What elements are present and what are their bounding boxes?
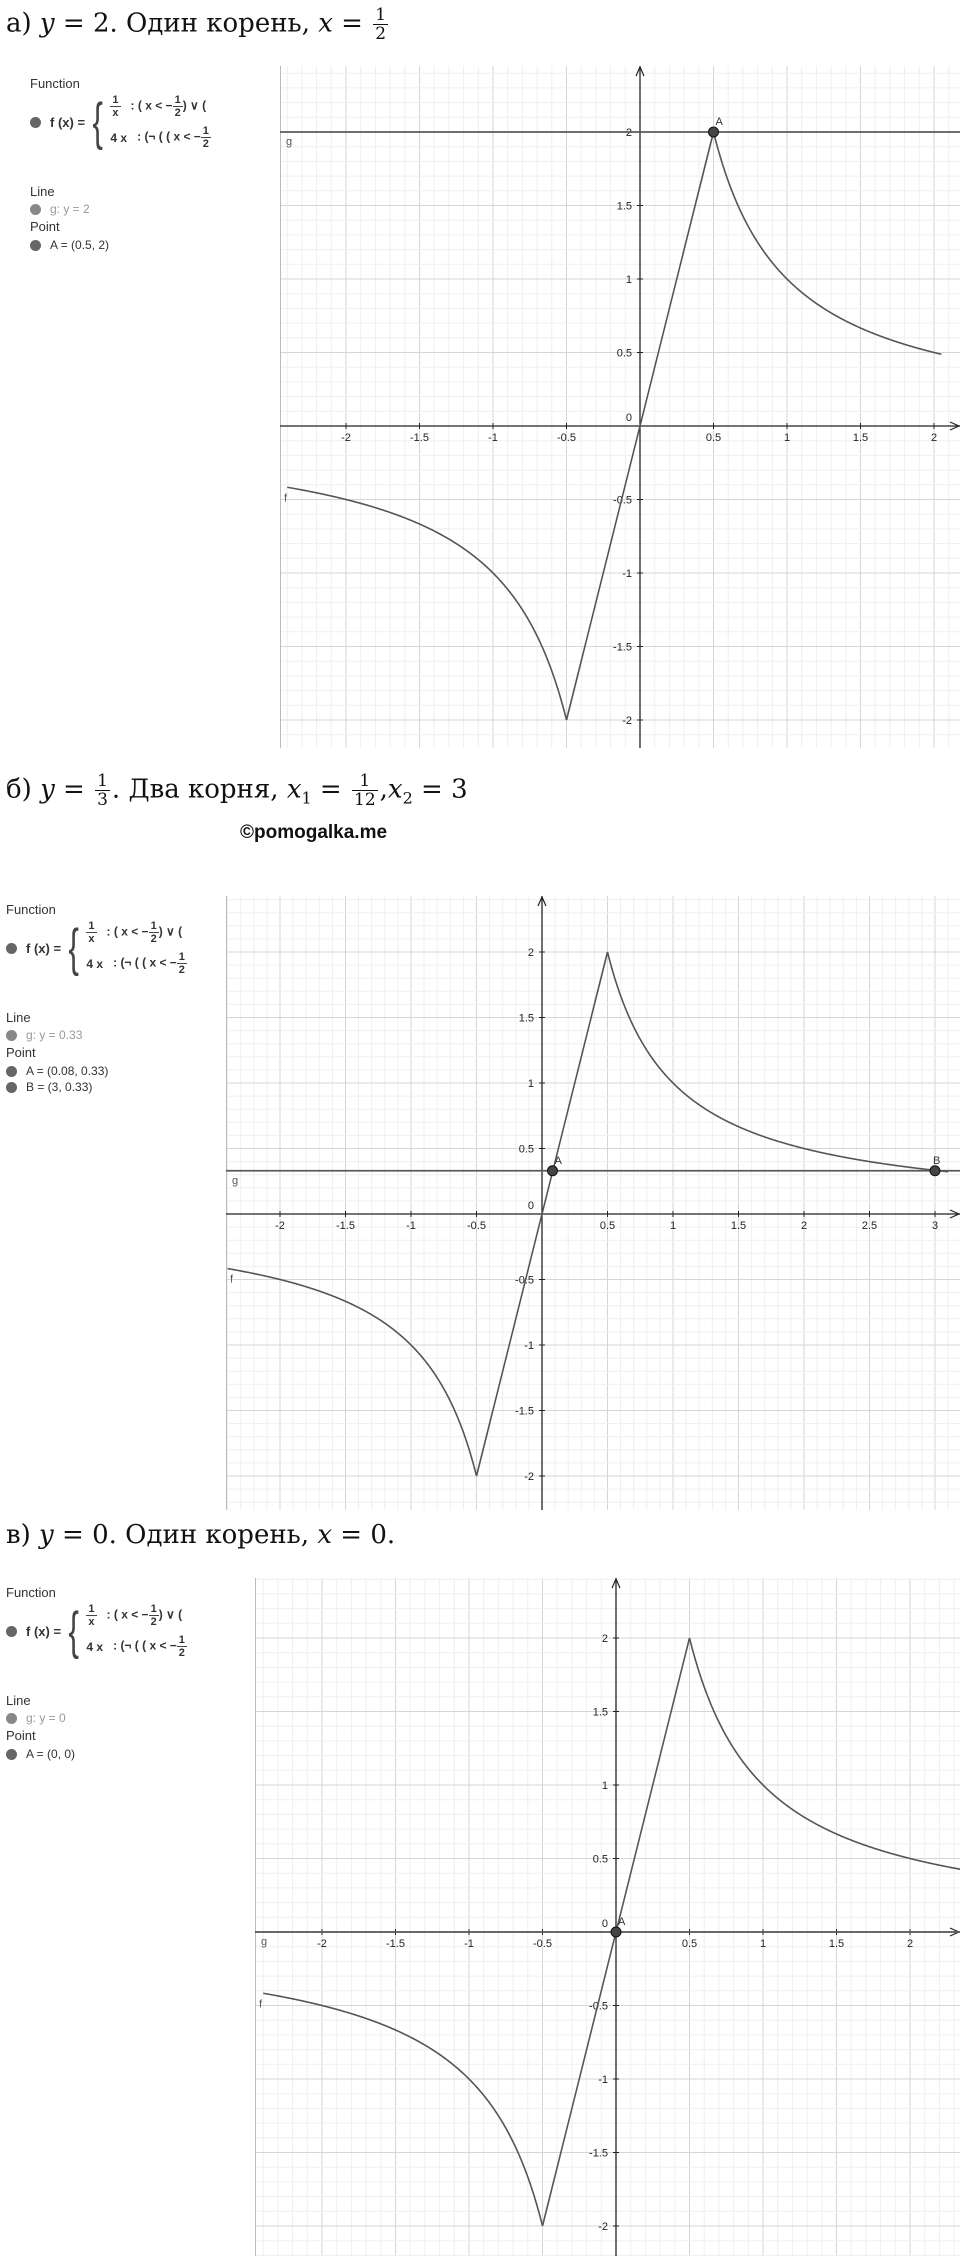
visibility-dot[interactable] <box>30 204 41 215</box>
function-name: f (x) = <box>26 1623 62 1639</box>
series-label-g: g <box>261 1936 268 1948</box>
x-tick-label: 2.5 <box>861 1220 878 1232</box>
eq-lhs: y <box>39 8 55 39</box>
line-item[interactable] <box>30 202 90 216</box>
heading-b: б) y = $\frac{1}{3}$ . Два корня, $x_1$ = $\frac{1}{12}$ $,x_2 = 3$ <box>6 771 468 810</box>
case-linear <box>86 951 187 976</box>
case-condition: : (¬ ( ( x < − $\frac{1}{2}$ <box>113 951 185 976</box>
point-category: Point <box>6 1045 36 1060</box>
y-tick-label: 0 <box>625 412 632 424</box>
x1-var: x <box>286 774 302 805</box>
y-tick-label: -0.5 <box>589 2000 608 2013</box>
x-tick-label: 0.5 <box>705 432 722 444</box>
x-tick-label: 1.5 <box>852 432 869 444</box>
y-tick-label: -2 <box>598 2221 608 2233</box>
case-condition: : (¬ ( ( x < − $\frac{1}{2}$ <box>113 1634 185 1659</box>
root-var: x <box>318 8 333 39</box>
root-value: 0. <box>370 1520 396 1550</box>
series-label-f: f <box>284 492 288 505</box>
function-cases <box>86 920 187 976</box>
x1-fraction: $\frac{1}{12}$ <box>354 771 376 810</box>
x-tick-label: -0.5 <box>467 1220 486 1232</box>
case-expr: 1 x <box>88 920 95 945</box>
y-tick-label: -0.5 <box>515 1274 534 1287</box>
x-tick-label: -2 <box>275 1220 285 1232</box>
line-category: Line <box>30 184 55 199</box>
point-definition: A = (0.5, 2) <box>50 238 110 252</box>
algebra-view <box>6 902 224 1112</box>
visibility-dot[interactable] <box>6 1030 17 1041</box>
visibility-dot[interactable] <box>6 1082 17 1093</box>
line-item[interactable] <box>6 1711 66 1725</box>
series-f-left-branch[interactable] <box>287 487 566 720</box>
point-definition: A = (0.08, 0.33) <box>26 1064 109 1078</box>
x-tick-label: -0.5 <box>557 432 576 444</box>
function-definition[interactable] <box>30 94 275 150</box>
point-A[interactable] <box>709 127 719 137</box>
graphics-view[interactable] <box>255 1578 960 2256</box>
points-list <box>6 1063 108 1095</box>
x-tick-label: -1.5 <box>336 1220 355 1232</box>
points-list <box>6 1746 75 1762</box>
brace-icon: { <box>68 920 79 976</box>
function-cases <box>86 1603 187 1659</box>
point-category: Point <box>30 219 60 234</box>
y-tick-label: -0.5 <box>613 494 632 507</box>
eq-rhs: 2 <box>92 8 110 39</box>
x-tick-label: 2 <box>906 1938 914 1950</box>
x-tick-label: 1.5 <box>730 1220 747 1232</box>
series-label-f: f <box>230 1273 234 1286</box>
eq-lhs: y <box>40 774 55 805</box>
case-linear <box>110 125 211 150</box>
eq-fraction: $\frac{1}{3}$ <box>97 771 108 810</box>
x-tick-label: -2 <box>317 1938 327 1950</box>
case-condition: : ( x < − $\frac{1}{2}$ ) ∨ ( <box>130 94 207 119</box>
x-tick-label: -2 <box>341 432 351 444</box>
case-condition: : ( x < − $\frac{1}{2}$ ) ∨ ( <box>106 920 183 945</box>
point-definition: B = (3, 0.33) <box>26 1080 93 1094</box>
function-name: f (x) = <box>26 940 62 956</box>
point-label: A <box>618 1916 626 1928</box>
visibility-dot[interactable] <box>6 1713 17 1724</box>
point-item[interactable] <box>6 1746 75 1762</box>
y-tick-label: -1.5 <box>589 2147 608 2160</box>
function-category: Function <box>6 902 56 917</box>
y-tick-label: 1.5 <box>592 1706 608 1719</box>
point-A[interactable] <box>547 1166 557 1176</box>
series-f-right-branch[interactable] <box>714 132 942 354</box>
heading-prefix: в) <box>6 1520 40 1550</box>
y-tick-label: -1 <box>524 1340 534 1352</box>
series-label-f: f <box>259 1998 263 2011</box>
x2-sub: 2 <box>402 788 413 808</box>
case-expr: 1 x <box>112 94 119 119</box>
series-label-g: g <box>232 1174 239 1187</box>
x-tick-label: -0.5 <box>533 1938 552 1950</box>
line-item[interactable] <box>6 1028 82 1042</box>
y-tick-label: 1.5 <box>518 1012 534 1025</box>
function-category: Function <box>30 76 80 91</box>
brace-icon: { <box>68 1603 79 1659</box>
x-tick-label: 1.5 <box>828 1938 845 1950</box>
algebra-view <box>6 1585 256 1795</box>
case-condition: : ( x < − $\frac{1}{2}$ ) ∨ ( <box>106 1603 183 1628</box>
point-item[interactable] <box>6 1063 108 1079</box>
x-tick-label: -1 <box>488 432 498 444</box>
heading-prefix: б) <box>6 774 41 805</box>
case-condition: : (¬ ( ( x < − $\frac{1}{2}$ <box>137 125 209 150</box>
root-fraction: $\frac{1}{2}$ <box>375 5 387 44</box>
y-tick-label: 0.5 <box>518 1143 534 1156</box>
x-tick-label: 2 <box>800 1220 808 1232</box>
y-tick-label: 1 <box>601 1780 608 1792</box>
y-tick-label: -2 <box>524 1471 534 1483</box>
case-reciprocal <box>86 920 187 945</box>
y-tick-label: -1 <box>598 2074 608 2086</box>
series-f-right-branch[interactable] <box>690 1638 960 1869</box>
y-tick-label: 0.5 <box>616 347 632 360</box>
y-tick-label: -2 <box>622 715 632 727</box>
point-label: A <box>554 1154 562 1167</box>
x-tick-label: 3 <box>931 1220 939 1232</box>
x1-sub: 1 <box>301 788 312 808</box>
points-list <box>30 237 109 253</box>
line-category: Line <box>6 1010 31 1025</box>
case-expr: 4 x <box>86 1639 104 1654</box>
graphics-view[interactable] <box>226 896 960 1510</box>
graphics-view[interactable] <box>280 66 960 748</box>
function-definition[interactable] <box>6 920 224 976</box>
function-cases <box>110 94 211 150</box>
case-expr: 1 x <box>88 1603 95 1628</box>
x-tick-label: 1 <box>669 1220 677 1232</box>
visibility-dot[interactable] <box>30 117 41 128</box>
watermark: ©pomogalka.me <box>240 822 388 843</box>
series-label-g: g <box>286 136 293 148</box>
series-f-left-branch[interactable] <box>263 1993 542 2226</box>
heading-prefix: а) <box>6 8 40 39</box>
x-tick-label: -1.5 <box>410 432 429 444</box>
function-category: Function <box>6 1585 56 1600</box>
root-var: x <box>317 1520 333 1550</box>
grid <box>226 896 960 1510</box>
function-name: f (x) = <box>50 114 86 130</box>
point-B[interactable] <box>930 1166 940 1176</box>
case-reciprocal <box>86 1603 187 1628</box>
point-label: B <box>933 1154 941 1167</box>
y-tick-label: 0 <box>601 1918 608 1930</box>
y-tick-label: 1 <box>625 274 632 286</box>
case-expr: 4 x <box>86 956 104 971</box>
x2-value: 3 <box>451 774 468 805</box>
line-category: Line <box>6 1693 31 1708</box>
visibility-dot[interactable] <box>6 943 17 954</box>
y-tick-label: -1 <box>622 568 632 580</box>
heading-text: . Один корень, <box>108 1520 318 1550</box>
case-linear <box>86 1634 187 1659</box>
visibility-dot[interactable] <box>30 240 41 251</box>
x-tick-label: -1 <box>464 1938 474 1950</box>
x-tick-label: 0.5 <box>681 1938 698 1950</box>
case-reciprocal <box>110 94 211 119</box>
y-tick-label: 2 <box>625 127 632 139</box>
y-tick-label: 2 <box>527 947 534 959</box>
function-definition[interactable] <box>6 1603 256 1659</box>
point-label: A <box>715 116 723 128</box>
visibility-dot[interactable] <box>6 1066 17 1077</box>
visibility-dot[interactable] <box>6 1749 17 1760</box>
algebra-view <box>30 76 275 286</box>
case-expr: 4 x <box>110 130 128 145</box>
eq-rhs: 0 <box>92 1520 109 1550</box>
brace-icon: { <box>92 94 103 150</box>
eq-lhs: y <box>39 1520 54 1550</box>
separator: , <box>379 774 388 805</box>
series-f-left-branch[interactable] <box>228 1269 477 1476</box>
y-tick-label: -1.5 <box>613 641 632 654</box>
point-category: Point <box>6 1728 36 1743</box>
line-definition: g: y = 2 <box>50 202 90 216</box>
y-tick-label: -1.5 <box>515 1405 534 1418</box>
point-item[interactable] <box>30 237 109 253</box>
heading-a: а) y = 2. Один корень, x = $\frac{1}{2}$ <box>6 5 387 44</box>
y-tick-label: 0 <box>527 1200 534 1212</box>
heading-text: . Один корень, <box>109 8 319 39</box>
visibility-dot[interactable] <box>6 1626 17 1637</box>
heading-text: . Два корня, <box>111 774 287 805</box>
x-tick-label: 1 <box>783 432 791 444</box>
x-tick-label: 0.5 <box>599 1220 616 1232</box>
point-definition: A = (0, 0) <box>26 1747 76 1761</box>
y-tick-label: 1.5 <box>616 200 632 213</box>
y-tick-label: 0.5 <box>592 1853 608 1866</box>
point-A[interactable] <box>611 1927 621 1937</box>
x2-var: x <box>387 774 403 805</box>
y-tick-label: 1 <box>527 1078 534 1090</box>
x-tick-label: 2 <box>930 432 938 444</box>
x-tick-label: -1.5 <box>386 1938 405 1950</box>
heading-c: в) y = 0. Один корень, x = 0. <box>6 1520 396 1550</box>
line-definition: g: y = 0.33 <box>26 1028 83 1042</box>
x-tick-label: -1 <box>406 1220 416 1232</box>
line-definition: g: y = 0 <box>26 1711 66 1725</box>
point-item[interactable] <box>6 1079 108 1095</box>
y-tick-label: 2 <box>601 1633 608 1645</box>
x-tick-label: 1 <box>759 1938 767 1950</box>
